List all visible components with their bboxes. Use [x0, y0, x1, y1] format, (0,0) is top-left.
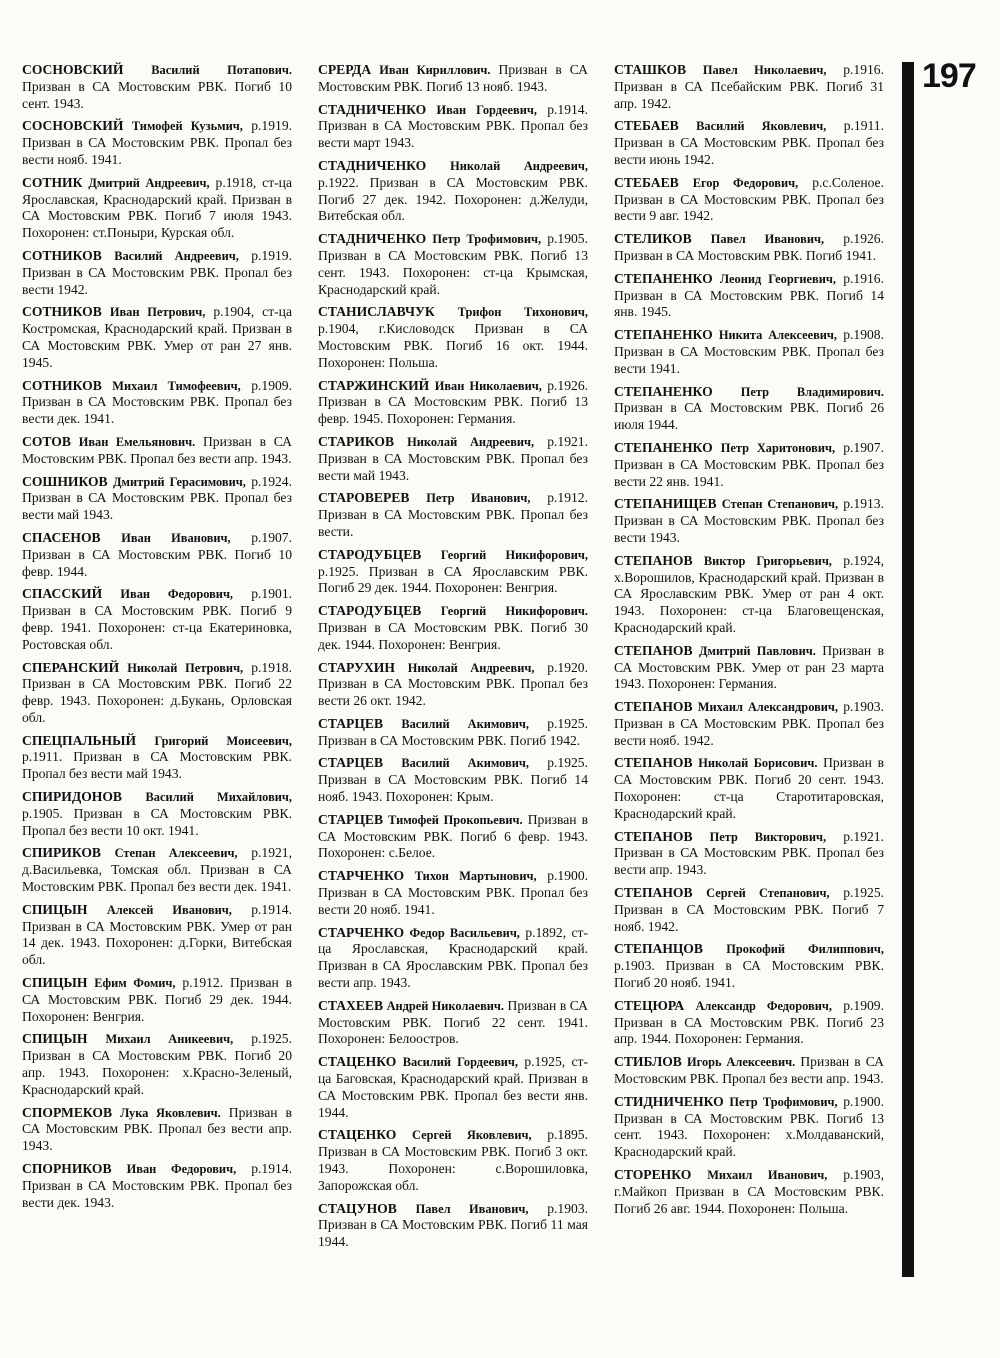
entry-surname: СПИЦЫН	[22, 1031, 88, 1047]
entry-given-names: Григорий Моисеевич,	[154, 733, 292, 748]
entry-surname: СТЕПАНЦОВ	[614, 941, 703, 957]
entry-surname: СТЕПАНОВ	[614, 699, 693, 715]
entry-details: Призван в СА Мостовским РВК. Погиб 10 сент. 1943.	[22, 78, 292, 111]
entry-details: р.1921. Призван в СА Мостовским РВК. Пропал без вести май 1943.	[318, 433, 588, 483]
entry-given-names: Павел Иванович,	[710, 232, 825, 247]
entry-surname: СТЕПАНИЩЕВ	[614, 496, 717, 512]
entry-surname: СПИЦЫН	[22, 901, 88, 917]
entry-details: р.1919. Призван в СА Мостовским РВК. Пропал без вести 1942.	[22, 247, 292, 297]
person-entry	[318, 1054, 588, 1121]
entry-given-names: Николай Андреевич,	[450, 158, 588, 173]
entry-given-names: Михаил Тимофеевич,	[112, 378, 241, 393]
entry-given-names: Леонид Георгиевич,	[719, 271, 836, 286]
entry-details: р.1921. Призван в СА Мостовским РВК. Пропал без вести апр. 1943.	[614, 828, 884, 878]
person-entry	[614, 885, 884, 935]
entry-details: р.1907. Призван в СА Мостовским РВК. Погиб 10 февр. 1944.	[22, 529, 292, 579]
entry-surname: СТАШКОВ	[614, 62, 687, 77]
entry-surname: СТЕБАЕВ	[614, 174, 679, 190]
person-entry	[318, 660, 588, 710]
entry-details: Призван в СА Мостовским РВК. Погиб 22 сент. 1941. Похоронен: Белоостров.	[318, 997, 588, 1047]
person-entry	[614, 231, 884, 265]
page-edge-bar	[902, 62, 914, 1277]
entry-given-names: Ефим Фомич,	[94, 976, 176, 991]
person-entry	[614, 643, 884, 693]
entry-surname: СТОРЕНКО	[614, 1167, 692, 1183]
entry-surname: СТИБЛОВ	[614, 1054, 682, 1070]
entry-details: р.1914. Призван в СА Мостовским РВК. Пропал без вести март 1943.	[318, 101, 588, 151]
entry-surname: СПАССКИЙ	[22, 586, 103, 602]
entry-surname: СТАЦЕНКО	[318, 1127, 397, 1143]
entry-details: р.1904, ст-ца Костромская, Краснодарский край. Призван в СА Мостовским РВК. Умер от ран 27 янв. 1945.	[22, 304, 292, 370]
entry-details: р.1900. Призван в СА Мостовским РВК. Пропал без вести 20 нояб. 1941.	[318, 868, 589, 917]
entry-given-names: Георгий Никифорович.	[440, 604, 588, 619]
person-entry	[614, 699, 884, 749]
entry-surname: СТЕЦЮРА	[614, 997, 685, 1013]
entry-given-names: Сергей Яковлевич,	[411, 1128, 532, 1143]
entry-surname: СОСНОВСКИЙ	[22, 118, 124, 134]
entry-given-names: Лука Яковлевич.	[120, 1105, 221, 1120]
person-entry	[22, 660, 292, 727]
person-entry	[614, 62, 884, 112]
entry-details: р.1925. Призван в СА Ярославским РВК. Погиб 29 дек. 1944. Похоронен: Венгрия.	[318, 563, 588, 596]
entry-surname: СТЕПАНЕНКО	[614, 327, 713, 343]
entry-surname: СТЕПАНОВ	[614, 552, 693, 568]
entry-given-names: Дмитрий Андреевич,	[88, 175, 210, 190]
entry-given-names: Николай Петрович,	[127, 660, 244, 675]
entry-given-names: Петр Трофимович,	[729, 1094, 838, 1109]
entry-details: р.с.Соленое. Призван в СА Мостовским РВК. Пропал без вести 9 авг. 1942.	[614, 174, 884, 224]
entry-details: Призван в СА Мостовским РВК. Пропал без вести апр. 1943.	[22, 433, 292, 466]
person-entry	[614, 553, 884, 637]
person-entry	[318, 304, 588, 371]
person-entry	[22, 586, 292, 653]
entry-surname: СТЕПАНОВ	[614, 642, 693, 658]
entry-details: р.1912. Призван в СА Мостовским РВК. Пропал без вести.	[318, 490, 588, 539]
entry-details: р.1918. Призван в СА Мостовским РВК. Погиб 22 февр. 1943. Похоронен: д.Букань, Орловская обл.	[22, 659, 292, 725]
person-entry	[22, 118, 292, 168]
entry-given-names: Василий Акимович,	[401, 716, 529, 731]
entry-details: р.1925. Призван в СА Мостовским РВК. Погиб 14 нояб. 1943. Похоронен: Крым.	[318, 755, 588, 805]
entry-details: р.1911. Призван в СА Мостовским РВК. Пропал без вести май 1943.	[22, 749, 292, 782]
person-entry	[22, 975, 292, 1025]
entry-details: р.1920. Призван в СА Мостовским РВК. Пропал без вести 26 окт. 1942.	[318, 659, 588, 709]
entry-details: р.1900. Призван в СА Мостовским РВК. Погиб 13 сент. 1943. Похоронен: х.Молдаванский, Краснодарский край.	[614, 1093, 884, 1160]
entry-given-names: Петр Иванович,	[426, 491, 531, 506]
person-entry	[22, 902, 292, 969]
entry-surname: СТАРУХИН	[318, 659, 395, 675]
column-1	[22, 62, 292, 1217]
entry-details: р.1924. Призван в СА Мостовским РВК. Пропал без вести май 1943.	[22, 473, 292, 523]
entry-given-names: Михаил Иванович,	[707, 1168, 828, 1183]
person-entry	[318, 1127, 588, 1194]
entry-details: р.1925. Призван в СА Мостовским РВК. Погиб 1942.	[318, 715, 588, 748]
entry-surname: СОТНИКОВ	[22, 377, 102, 393]
entry-given-names: Тимофей Прокопьевич.	[388, 812, 523, 827]
entry-details: р.1918, ст-ца Ярославская, Краснодарский край. Призван в СА Мостовским РВК. Погиб 7 июля 1943. Похоронен: ст.Поныри, Курская обл.	[22, 174, 292, 241]
entry-details: р.1921, д.Васильевка, Томская обл. Призван в СА Мостовским РВК. Пропал без вести дек. 1941.	[22, 845, 292, 895]
entry-given-names: Иван Федорович,	[126, 1162, 237, 1177]
entry-given-names: Дмитрий Павлович.	[699, 643, 816, 658]
entry-given-names: Степан Степанович,	[721, 497, 839, 512]
entry-given-names: Василий Михайлович,	[145, 790, 292, 805]
person-entry	[318, 62, 588, 96]
person-entry	[318, 434, 588, 484]
entry-details: Призван в СА Мостовским РВК. Пропал без вести апр. 1943.	[22, 1104, 292, 1154]
column-2	[318, 62, 588, 1257]
entry-surname: СТЕПАНОВ	[614, 828, 693, 844]
entry-given-names: Василий Гордеевич,	[402, 1055, 518, 1070]
person-entry	[318, 603, 588, 653]
entry-surname: СТАРИКОВ	[318, 433, 395, 449]
entry-details: р.1903. Призван в СА Мостовским РВК. Погиб 11 мая 1944.	[318, 1200, 589, 1250]
entry-surname: СТЕПАНОВ	[614, 755, 693, 771]
entry-given-names: Иван Гордеевич,	[436, 102, 537, 117]
entry-given-names: Тихон Мартынович,	[414, 869, 537, 884]
entry-given-names: Андрей Николаевич.	[386, 998, 505, 1013]
entry-surname: СТЕПАНОВ	[614, 885, 693, 901]
entry-details: р.1926. Призван в СА Мостовским РВК. Погиб 1941.	[614, 231, 884, 263]
person-entry	[614, 755, 884, 822]
entry-given-names: Василий Потапович.	[151, 63, 292, 77]
entry-given-names: Дмитрий Герасимович,	[113, 474, 246, 489]
entry-details: Призван в СА Мостовским РВК. Погиб 6 февр. 1943. Похоронен: с.Белое.	[318, 811, 588, 861]
person-entry	[614, 327, 884, 377]
entry-details: Призван в СА Мостовским РВК. Пропал без вести апр. 1943.	[614, 1054, 884, 1087]
entry-details: р.1901. Призван в СА Мостовским РВК. Погиб 9 февр. 1941. Похоронен: ст-ца Екатериновка, Ростовская обл.	[22, 586, 293, 652]
entry-details: р.1907. Призван в СА Мостовским РВК. Пропал без вести 22 янв. 1941.	[614, 439, 884, 489]
entry-surname: СРЕРДА	[318, 62, 372, 77]
person-entry	[318, 868, 588, 918]
person-entry	[22, 789, 292, 839]
person-entry	[318, 378, 588, 428]
person-entry	[318, 547, 588, 597]
person-entry	[22, 474, 292, 524]
person-entry	[614, 941, 884, 991]
person-entry	[318, 102, 588, 152]
entry-given-names: Николай Андреевич,	[407, 434, 535, 449]
entry-details: р.1904, г.Кисловодск Призван в СА Мостовским РВК. Погиб 16 окт. 1944. Похоронен: Польша.	[318, 321, 588, 370]
person-entry	[614, 496, 884, 546]
person-entry	[318, 812, 588, 862]
entry-given-names: Николай Андреевич,	[407, 660, 535, 675]
entry-surname: СТЕЛИКОВ	[614, 231, 692, 247]
person-entry	[614, 1167, 884, 1217]
entry-surname: СТАДНИЧЕНКО	[318, 101, 427, 117]
person-entry	[614, 175, 884, 225]
entry-given-names: Петр Викторович,	[709, 829, 827, 844]
entry-surname: СТАЦЕНКО	[318, 1054, 397, 1070]
person-entry	[318, 231, 588, 298]
entry-details: р.1895. Призван в СА Мостовским РВК. Погиб 3 окт. 1943. Похоронен: с.Ворошиловка, Запорожская обл.	[318, 1127, 588, 1193]
entry-surname: СТАХЕЕВ	[318, 997, 384, 1013]
entry-given-names: Георгий Никифорович,	[440, 547, 588, 562]
entry-given-names: Иван Иванович,	[121, 530, 231, 545]
entry-surname: СОТОВ	[22, 433, 71, 449]
entry-details: р.1905. Призван в СА Мостовским РВК. Пропал без вести 10 окт. 1941.	[22, 805, 292, 838]
entry-surname: СОШНИКОВ	[22, 473, 108, 489]
entry-details: р.1914. Призван в СА Мостовским РВК. Пропал без вести дек. 1943.	[22, 1161, 292, 1210]
entry-surname: СТАРЧЕНКО	[318, 868, 405, 884]
entry-given-names: Никита Алексеевич,	[718, 328, 838, 343]
person-entry	[22, 1161, 292, 1211]
person-entry	[614, 271, 884, 321]
entry-details: р.1905. Призван в СА Мостовским РВК. Погиб 13 сент. 1943. Похоронен: ст-ца Крымская, Краснодарский край.	[318, 231, 588, 297]
entry-surname: СПОРМЕКОВ	[22, 1104, 113, 1120]
entry-surname: СТАРЖИНСКИЙ	[318, 377, 430, 393]
entry-given-names: Алексей Иванович,	[106, 902, 232, 917]
entry-given-names: Василий Андреевич,	[114, 248, 239, 263]
entry-details: Призван в СА Мостовским РВК. Погиб 13 нояб. 1943.	[318, 62, 589, 94]
entry-details: р.1908. Призван в СА Мостовским РВК. Пропал без вести 1941.	[614, 327, 884, 376]
entry-surname: СТАНИСЛАВЧУК	[318, 304, 435, 320]
entry-details: р.1903, г.Майкоп Призван в СА Мостовским РВК. Погиб 26 авг. 1944. Похоронен: Польша.	[614, 1167, 884, 1216]
entry-details: р.1926. Призван в СА Мостовским РВК. Погиб 13 февр. 1945. Похоронен: Германия.	[318, 377, 589, 427]
entry-surname: СОТНИКОВ	[22, 304, 102, 320]
person-entry	[22, 62, 292, 112]
person-entry	[318, 716, 588, 750]
entry-given-names: Федор Васильевич,	[409, 925, 520, 940]
column-3	[614, 62, 884, 1223]
person-entry	[614, 998, 884, 1048]
entry-surname: СТАРЦЕВ	[318, 715, 384, 731]
entry-surname: СОТНИКОВ	[22, 247, 102, 263]
entry-surname: СПИЦЫН	[22, 975, 88, 991]
entry-details: р.1903. Призван в СА Мостовским РВК. Пропал без вести нояб. 1942.	[614, 699, 884, 748]
entry-details: р.1914. Призван в СА Мостовским РВК. Умер от ран 14 дек. 1943. Похоронен: д.Горки, Витебская обл.	[22, 901, 292, 968]
person-entry	[614, 118, 884, 168]
entry-surname: СПЕРАНСКИЙ	[22, 659, 120, 675]
entry-surname: СТАРОВЕРЕВ	[318, 490, 410, 506]
entry-given-names: Петр Харитонович,	[720, 440, 836, 455]
entry-surname: СТИДНИЧЕНКО	[614, 1093, 724, 1109]
entry-given-names: Петр Трофимович,	[432, 232, 542, 247]
entry-surname: СТАРЦЕВ	[318, 755, 384, 771]
entry-details: р.1916. Призван в СА Псебайским РВК. Погиб 31 апр. 1942.	[614, 62, 884, 111]
entry-details: р.1912. Призван в СА Мостовским РВК. Погиб 29 дек. 1944. Похоронен: Венгрия.	[22, 975, 292, 1024]
person-entry	[318, 1201, 588, 1251]
entry-surname: СОТНИК	[22, 174, 83, 190]
entry-details: р.1925. Призван в СА Мостовским РВК. Погиб 7 нояб. 1942.	[614, 885, 885, 934]
entry-given-names: Прокофий Филиппович,	[726, 942, 884, 957]
entry-details: Призван в СА Мостовским РВК. Погиб 30 дек. 1944. Похоронен: Венгрия.	[318, 619, 588, 652]
entry-given-names: Петр Владимирович.	[740, 384, 884, 399]
entry-details: р.1919. Призван в СА Мостовским РВК. Пропал без вести нояб. 1941.	[22, 118, 293, 167]
person-entry	[22, 530, 292, 580]
entry-given-names: Трифон Тихонович,	[457, 305, 588, 320]
person-entry	[614, 384, 884, 434]
entry-given-names: Василий Яковлевич,	[696, 119, 827, 134]
entry-surname: СТЕПАНЕНКО	[614, 439, 713, 455]
entry-details: р.1903. Призван в СА Мостовским РВК. Погиб 20 нояб. 1941.	[614, 958, 884, 991]
person-entry	[22, 304, 292, 371]
entry-details: р.1916. Призван в СА Мостовским РВК. Погиб 14 янв. 1945.	[614, 270, 884, 320]
person-entry	[22, 378, 292, 428]
person-entry	[318, 998, 588, 1048]
entry-surname: СТЕПАНЕНКО	[614, 270, 713, 286]
person-entry	[318, 158, 588, 225]
entry-details: р.1922. Призван в СА Мостовским РВК. Погиб 27 дек. 1942. Похоронен: д.Желуди, Витебская обл.	[318, 174, 588, 224]
entry-details: р.1911. Призван в СА Мостовским РВК. Пропал без вести июнь 1942.	[614, 118, 884, 167]
person-entry	[22, 1105, 292, 1155]
entry-given-names: Виктор Григорьевич,	[703, 553, 832, 568]
entry-surname: СТАРОДУБЦЕВ	[318, 546, 422, 562]
entry-given-names: Павел Николаевич,	[702, 63, 827, 77]
entry-given-names: Иван Николаевич,	[434, 378, 542, 393]
entry-details: р.1892, ст-ца Ярославская, Краснодарский край. Призван в СА Ярославским РВК. Пропал без вести апр. 1943.	[318, 924, 588, 991]
entry-details: Призван в СА Мостовским РВК. Погиб 26 июля 1944.	[614, 400, 884, 433]
entry-surname: СПАСЕНОВ	[22, 529, 101, 545]
entry-surname: СТАДНИЧЕНКО	[318, 157, 427, 173]
person-entry	[614, 1094, 884, 1161]
entry-surname: СТАДНИЧЕНКО	[318, 231, 427, 247]
person-entry	[22, 733, 292, 783]
entry-surname: СТАРЦЕВ	[318, 811, 384, 827]
person-entry	[318, 755, 588, 805]
person-entry	[614, 440, 884, 490]
entry-surname: СПОРНИКОВ	[22, 1161, 112, 1177]
entry-surname: СПИРИКОВ	[22, 845, 102, 861]
person-entry	[614, 829, 884, 879]
entry-surname: СТАРОДУБЦЕВ	[318, 603, 422, 619]
entry-details: р.1913. Призван в СА Мостовским РВК. Пропал без вести 1943.	[614, 496, 884, 545]
entry-details: р.1909. Призван в СА Мостовским РВК. Погиб 23 апр. 1944. Похоронен: Германия.	[614, 997, 884, 1047]
entry-details: р.1925. Призван в СА Мостовским РВК. Погиб 20 апр. 1943. Похоронен: х.Красно-Зеленый, Краснодарский край.	[22, 1031, 292, 1097]
person-entry	[318, 925, 588, 992]
person-entry	[318, 490, 588, 540]
entry-details: Призван в СА Мостовским РВК. Умер от ран 23 марта 1943. Похоронен: Германия.	[614, 642, 884, 692]
entry-surname: СОСНОВСКИЙ	[22, 62, 124, 77]
entry-given-names: Александр Федорович,	[695, 998, 832, 1013]
entry-surname: СТЕБАЕВ	[614, 118, 679, 134]
entry-given-names: Михаил Александрович,	[697, 700, 838, 715]
person-entry	[22, 845, 292, 895]
entry-details: р.1924, х.Ворошилов, Краснодарский край. Призван в СА Ярославским РВК. Умер от ран 4 окт. 1943. Похоронен: ст-ца Благовещенская, Краснодарский край.	[614, 552, 884, 635]
page-number: 197	[922, 57, 976, 95]
entry-surname: СТАЦУНОВ	[318, 1200, 397, 1216]
person-entry	[22, 248, 292, 298]
entry-given-names: Михаил Аникеевич,	[105, 1032, 234, 1047]
entry-given-names: Егор Федорович,	[692, 175, 799, 190]
entry-given-names: Сергей Степанович,	[706, 886, 830, 901]
entry-details: р.1925, ст-ца Баговская, Краснодарский край. Призван в СА Мостовским РВК. Пропал без вести янв. 1944.	[318, 1054, 588, 1120]
entry-surname: СПЕЦПАЛЬНЫЙ	[22, 732, 137, 748]
entry-details: р.1909. Призван в СА Мостовским РВК. Пропал без вести дек. 1941.	[22, 377, 292, 427]
entry-given-names: Николай Борисович.	[698, 756, 818, 771]
entry-surname: СПИРИДОНОВ	[22, 789, 122, 805]
entry-given-names: Иван Кириллович.	[379, 63, 491, 77]
person-entry	[22, 175, 292, 242]
entry-given-names: Иван Емельянович.	[78, 434, 196, 449]
entry-given-names: Иван Федорович,	[120, 587, 234, 602]
entry-given-names: Степан Алексеевич,	[114, 846, 238, 861]
entry-given-names: Игорь Алексеевич.	[687, 1055, 796, 1070]
person-entry	[22, 434, 292, 468]
person-entry	[22, 1031, 292, 1098]
entry-given-names: Василий Акимович,	[401, 756, 529, 771]
entry-surname: СТЕПАНЕНКО	[614, 383, 713, 399]
entry-surname: СТАРЧЕНКО	[318, 924, 405, 940]
entry-given-names: Павел Иванович,	[415, 1201, 529, 1216]
entry-given-names: Тимофей Кузьмич,	[131, 119, 243, 134]
person-entry	[614, 1054, 884, 1088]
entry-given-names: Иван Петрович,	[109, 305, 206, 320]
entry-details: Призван в СА Мостовским РВК. Погиб 20 сент. 1943. Похоронен: ст-ца Старотитаровская, Краснодарский край.	[614, 755, 885, 821]
